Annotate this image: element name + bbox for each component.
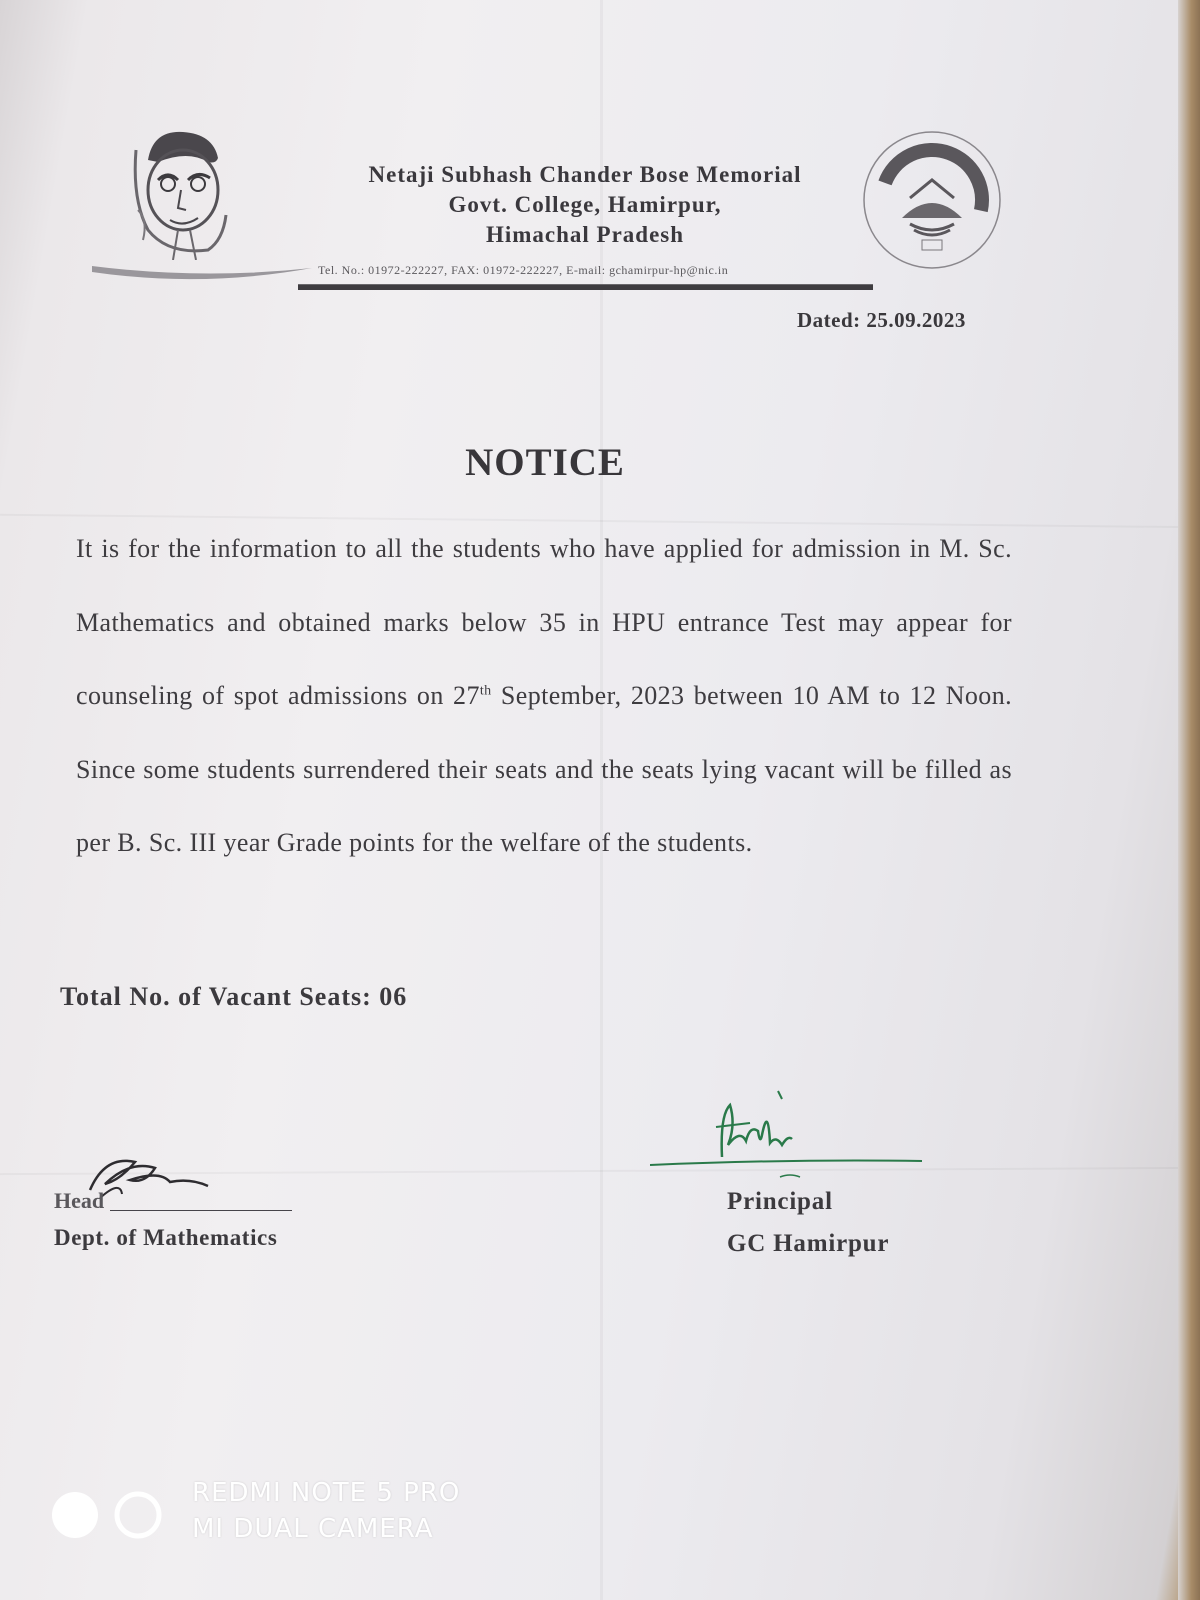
college-name-line3: Himachal Pradesh xyxy=(485,222,685,247)
signature-line xyxy=(110,1210,292,1211)
college-seal-icon xyxy=(860,128,1005,273)
contact-line: Tel. No.: 01972-222227, FAX: 01972-222227, E-mail: gchamirpur-hp@nic.in xyxy=(318,263,729,277)
head-title: Head xyxy=(54,1188,105,1213)
college-name-line1: Netaji Subhash Chander Bose Memorial xyxy=(368,162,802,187)
notice-body-part2: September, 2023 between 10 AM to 12 Noon. Since some students surrendered their seats and the seats lying vacant will be filled as per B. Sc. III year Grade points for the welfare of the students. xyxy=(76,681,1013,857)
principal-organization: GC Hamirpur xyxy=(727,1230,890,1257)
college-name xyxy=(310,160,860,250)
letterhead-rule xyxy=(298,284,873,290)
portrait-icon xyxy=(118,120,238,260)
notice-title: NOTICE xyxy=(465,441,625,484)
principal-signature xyxy=(650,1085,930,1185)
table-edge xyxy=(1178,0,1200,1600)
notice-body xyxy=(76,512,1012,880)
head-department: Dept. of Mathematics xyxy=(54,1225,278,1250)
watermark-model: REDMI NOTE 5 PRO xyxy=(192,1478,461,1508)
vacant-seats-line: Total No. of Vacant Seats: 06 xyxy=(60,982,408,1011)
principal-title: Principal xyxy=(727,1188,833,1215)
notice-body-part1: It is for the information to all the students who have applied for admission in M. Sc. Mathematics and obtained marks below 35 in HPU entrance Test may appear for counseling of spot admissions on 27 xyxy=(76,534,1012,710)
camera-logo-icon xyxy=(50,1490,170,1540)
college-name-line2: Govt. College, Hamirpur, xyxy=(448,192,722,217)
ordinal-suffix: th xyxy=(479,683,492,699)
letterhead-swoosh xyxy=(92,258,312,286)
watermark-camera: MI DUAL CAMERA xyxy=(192,1514,434,1544)
notice-date: Dated: 25.09.2023 xyxy=(797,308,966,332)
